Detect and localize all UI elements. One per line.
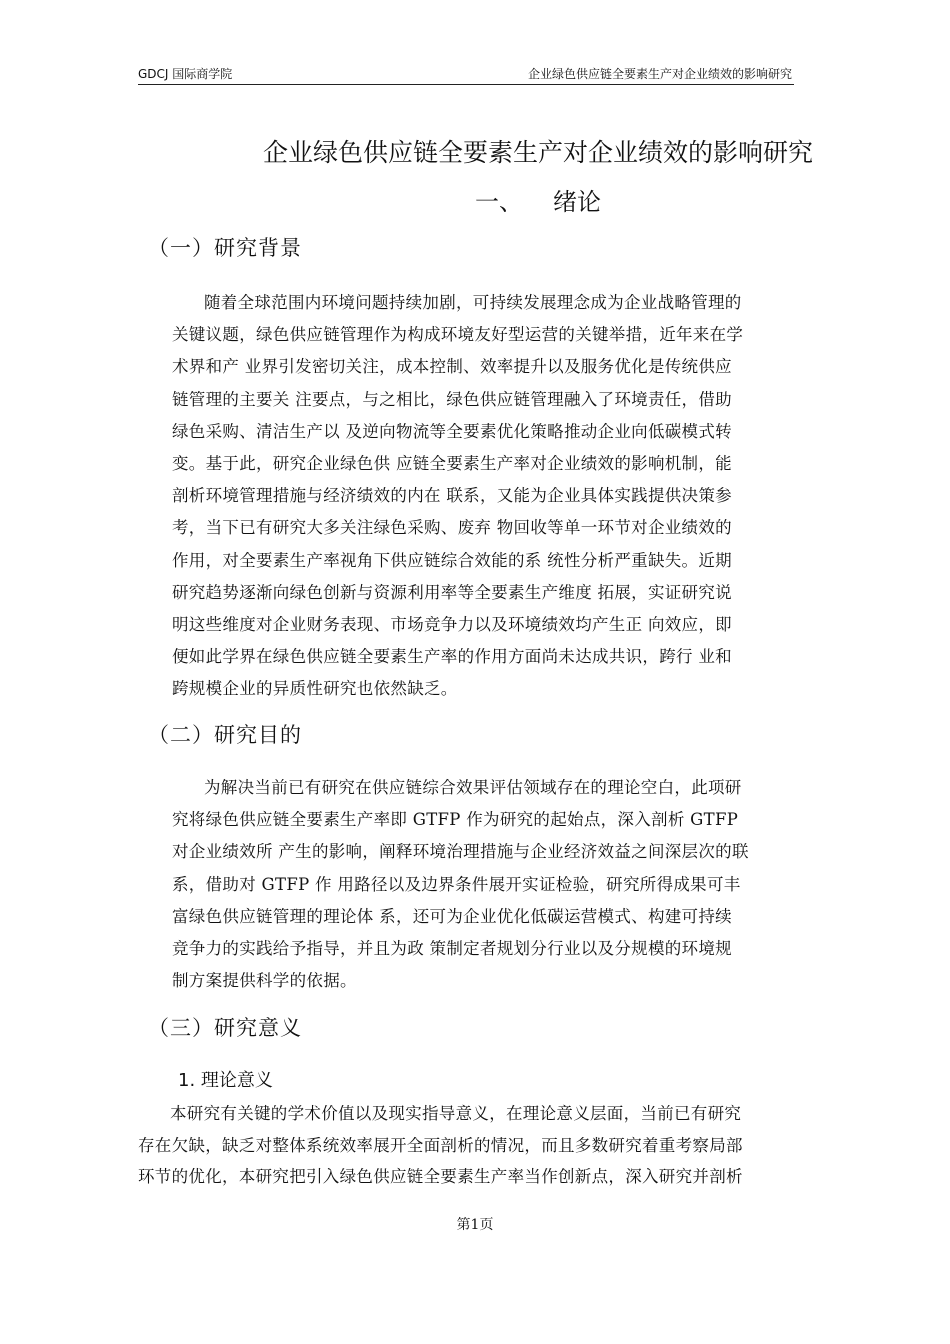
text-line: 存在欠缺，缺乏对整体系统效率展开全面剖析的情况，而且多数研究着重考察局部	[138, 1135, 743, 1155]
text-line: 关键议题，绿色供应链管理作为构成环境友好型运营的关键举措，近年来在学	[172, 325, 744, 345]
text-line: 研究趋势逐渐向绿色创新与资源利用率等全要素生产维度 拓展，实证研究说	[172, 582, 732, 602]
chapter-number: 一、	[475, 188, 523, 216]
paper-title: 企业绿色供应链全要素生产对企业绩效的影响研究	[262, 138, 813, 167]
chapter-heading	[138, 186, 938, 218]
section-heading-background: （一）研究背景	[148, 236, 302, 260]
text-line: 本研究有关键的学术价值以及现实指导意义，在理论意义层面，当前已有研究	[170, 1104, 742, 1123]
text-line: 链管理的主要关 注要点，与之相比，绿色供应链管理融入了环境责任，借助	[172, 389, 732, 409]
text-line: 对企业绩效所 产生的影响，阐释环境治理措施与企业经济效益之间深层次的联	[172, 842, 749, 862]
text-line: 系，借助对 GTFP 作 用路径以及边界条件展开实证检验，研究所得成果可丰	[172, 874, 741, 894]
text-line: 竞争力的实践给予指导，并且为政 策制定者规划分行业以及分规模的环境规	[172, 938, 732, 958]
section-heading-purpose: （二）研究目的	[148, 723, 302, 747]
text-line: 随着全球范围内环境问题持续加剧，可持续发展理念成为企业战略管理的	[204, 293, 742, 312]
text-line: 富绿色供应链管理的理论体 系，还可为企业优化低碳运营模式、构建可持续	[172, 906, 732, 926]
text-line: 跨规模企业的异质性研究也依然缺乏。	[172, 679, 458, 699]
text-line: 环节的优化，本研究把引入绿色供应链全要素生产率当作创新点，深入研究并剖析	[138, 1167, 743, 1186]
text-line: 便如此学界在绿色供应链全要素生产率的作用方面尚未达成共识，跨行 业和	[172, 647, 732, 667]
page-number: 第1页	[456, 1217, 494, 1233]
paragraph-significance	[138, 1098, 853, 1193]
text-line: 作用，对全要素生产率视角下供应链综合效能的系 统性分析严重缺失。近期	[172, 550, 732, 570]
text-line: 明这些维度对企业财务表现、市场竞争力以及环境绩效均产生正 向效应，即	[172, 614, 732, 634]
text-line: 考，当下已有研究大多关注绿色采购、废弃 物回收等单一环节对企业绩效的	[172, 518, 732, 538]
text-line: 剖析环境管理措施与经济绩效的内在 联系，又能为企业具体实践提供决策参	[172, 486, 732, 506]
paragraph-purpose	[172, 772, 852, 997]
text-line: 变。基于此，研究企业绿色供 应链全要素生产率对企业绩效的影响机制，能	[172, 453, 732, 473]
text-line: 制方案提供科学的依据。	[172, 971, 357, 991]
section-heading-significance: （三）研究意义	[148, 1016, 302, 1040]
text-line: 究将绿色供应链全要素生产率即 GTFP 作为研究的起始点，深入剖析 GTFP	[172, 810, 739, 830]
paragraph-background	[172, 287, 852, 705]
text-line: 绿色采购、清洁生产以 及逆向物流等全要素优化策略推动企业向低碳模式转	[172, 421, 732, 441]
text-line: 为解决当前已有研究在供应链综合效果评估领域存在的理论空白，此项研	[204, 778, 742, 797]
subsection-heading-theory: 1. 理论意义	[178, 1070, 273, 1091]
text-line: 术界和产 业界引发密切关注，成本控制、效率提升以及服务优化是传统供应	[172, 357, 732, 377]
page-header	[138, 66, 794, 85]
header-school: GDCJ 国际商学院	[138, 67, 233, 81]
header-running-title: 企业绿色供应链全要素生产对企业绩效的影响研究	[527, 67, 792, 81]
chapter-name: 绪论	[553, 188, 601, 216]
